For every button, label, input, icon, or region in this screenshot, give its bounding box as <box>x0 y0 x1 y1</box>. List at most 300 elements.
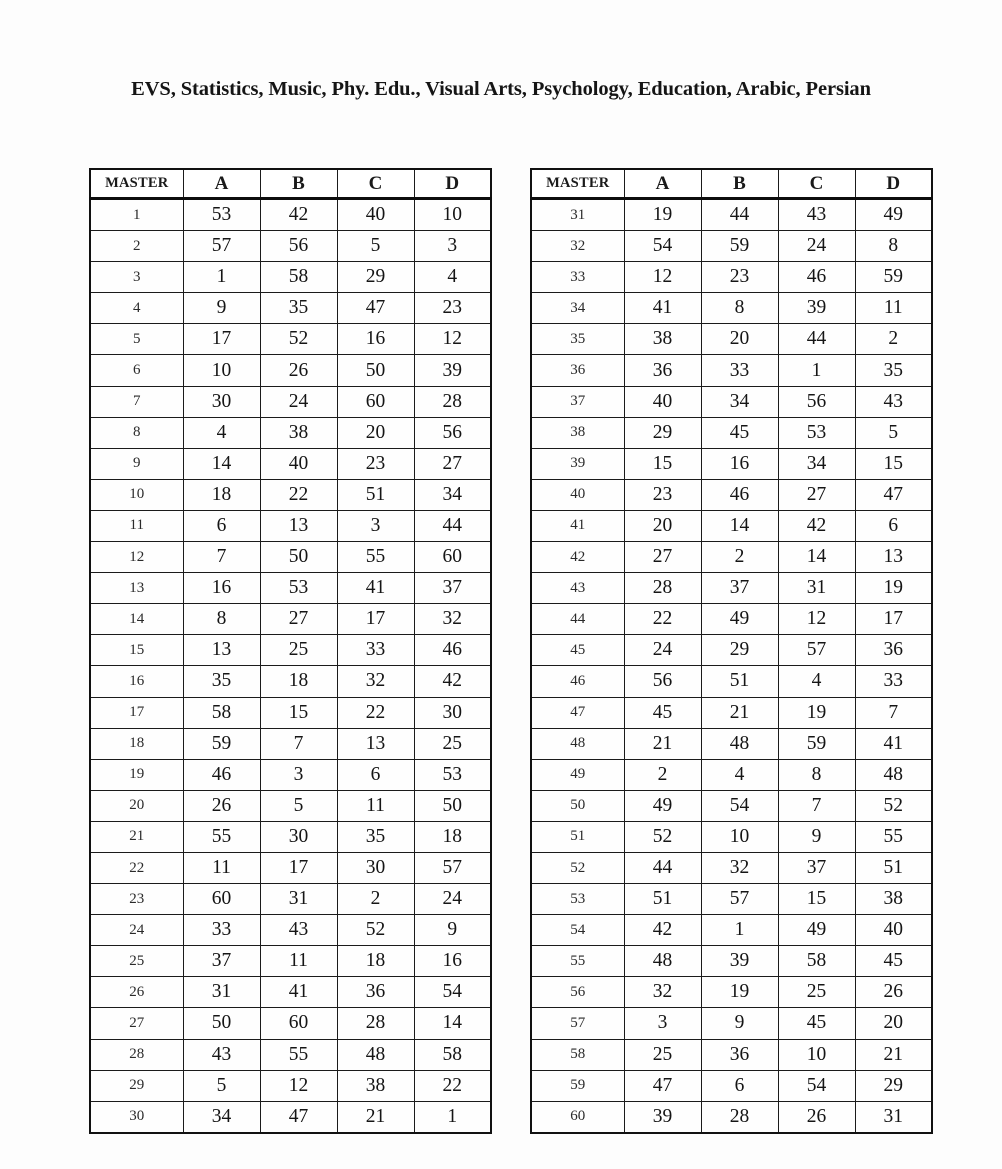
cell-b: 37 <box>701 573 778 604</box>
table-row <box>90 1008 491 1039</box>
column-header-b: B <box>701 169 778 199</box>
cell-master: 3 <box>90 262 183 293</box>
cell-master: 6 <box>90 355 183 386</box>
table-row <box>531 1101 932 1133</box>
cell-a: 56 <box>624 666 701 697</box>
cell-d: 30 <box>414 697 491 728</box>
cell-b: 12 <box>260 1070 337 1101</box>
cell-a: 45 <box>624 697 701 728</box>
table-row <box>90 573 491 604</box>
cell-d: 32 <box>414 604 491 635</box>
cell-c: 15 <box>778 884 855 915</box>
table-row <box>90 697 491 728</box>
cell-b: 46 <box>701 479 778 510</box>
cell-master: 15 <box>90 635 183 666</box>
cell-d: 56 <box>414 417 491 448</box>
cell-a: 6 <box>183 510 260 541</box>
cell-master: 26 <box>90 977 183 1008</box>
cell-d: 48 <box>855 759 932 790</box>
cell-master: 28 <box>90 1039 183 1070</box>
table-row <box>90 231 491 262</box>
cell-b: 29 <box>701 635 778 666</box>
cell-master: 21 <box>90 821 183 852</box>
table-row <box>531 262 932 293</box>
table-head-left <box>90 169 491 199</box>
column-header-b: B <box>260 169 337 199</box>
cell-b: 16 <box>701 448 778 479</box>
cell-d: 37 <box>414 573 491 604</box>
table-row <box>531 759 932 790</box>
column-header-a: A <box>624 169 701 199</box>
cell-master: 23 <box>90 884 183 915</box>
cell-d: 1 <box>414 1101 491 1133</box>
cell-master: 57 <box>531 1008 624 1039</box>
cell-b: 45 <box>701 417 778 448</box>
column-header-a: A <box>183 169 260 199</box>
table-row <box>531 635 932 666</box>
cell-master: 47 <box>531 697 624 728</box>
cell-a: 2 <box>624 759 701 790</box>
cell-d: 49 <box>855 199 932 231</box>
cell-c: 36 <box>337 977 414 1008</box>
table-row <box>531 604 932 635</box>
cell-master: 45 <box>531 635 624 666</box>
cell-a: 27 <box>624 542 701 573</box>
cell-b: 53 <box>260 573 337 604</box>
cell-c: 53 <box>778 417 855 448</box>
table-row <box>531 790 932 821</box>
cell-master: 25 <box>90 946 183 977</box>
cell-c: 17 <box>337 604 414 635</box>
table-row <box>90 324 491 355</box>
cell-d: 53 <box>414 759 491 790</box>
column-header-master: MASTER <box>531 169 624 199</box>
cell-c: 41 <box>337 573 414 604</box>
table-row <box>531 324 932 355</box>
cell-master: 37 <box>531 386 624 417</box>
cell-b: 23 <box>701 262 778 293</box>
table-row <box>531 1039 932 1070</box>
cell-a: 9 <box>183 293 260 324</box>
cell-d: 50 <box>414 790 491 821</box>
cell-a: 40 <box>624 386 701 417</box>
cell-b: 8 <box>701 293 778 324</box>
cell-c: 1 <box>778 355 855 386</box>
cell-c: 34 <box>778 448 855 479</box>
cell-c: 10 <box>778 1039 855 1070</box>
cell-b: 10 <box>701 821 778 852</box>
cell-c: 39 <box>778 293 855 324</box>
cell-d: 28 <box>414 386 491 417</box>
cell-master: 40 <box>531 479 624 510</box>
cell-a: 3 <box>624 1008 701 1039</box>
table-row <box>90 542 491 573</box>
cell-d: 46 <box>414 635 491 666</box>
table-row <box>531 852 932 883</box>
cell-b: 59 <box>701 231 778 262</box>
cell-b: 14 <box>701 510 778 541</box>
table-row <box>531 199 932 231</box>
cell-master: 51 <box>531 821 624 852</box>
cell-b: 21 <box>701 697 778 728</box>
cell-c: 45 <box>778 1008 855 1039</box>
cell-a: 4 <box>183 417 260 448</box>
cell-b: 15 <box>260 697 337 728</box>
cell-c: 5 <box>337 231 414 262</box>
cell-a: 55 <box>183 821 260 852</box>
cell-c: 23 <box>337 448 414 479</box>
cell-master: 9 <box>90 448 183 479</box>
cell-a: 1 <box>183 262 260 293</box>
table-row <box>90 728 491 759</box>
cell-a: 25 <box>624 1039 701 1070</box>
cell-d: 25 <box>414 728 491 759</box>
cell-master: 52 <box>531 852 624 883</box>
cell-b: 42 <box>260 199 337 231</box>
cell-a: 44 <box>624 852 701 883</box>
cell-master: 30 <box>90 1101 183 1133</box>
cell-a: 57 <box>183 231 260 262</box>
cell-a: 42 <box>624 915 701 946</box>
table-row <box>90 199 491 231</box>
table-row <box>90 293 491 324</box>
cell-b: 20 <box>701 324 778 355</box>
cell-master: 4 <box>90 293 183 324</box>
table-row <box>90 479 491 510</box>
cell-a: 7 <box>183 542 260 573</box>
answer-table-left <box>89 168 492 1134</box>
cell-a: 22 <box>624 604 701 635</box>
table-row <box>531 821 932 852</box>
cell-d: 7 <box>855 697 932 728</box>
cell-b: 43 <box>260 915 337 946</box>
cell-b: 44 <box>701 199 778 231</box>
cell-b: 28 <box>701 1101 778 1133</box>
cell-d: 19 <box>855 573 932 604</box>
header-row <box>531 169 932 199</box>
cell-a: 43 <box>183 1039 260 1070</box>
cell-a: 52 <box>624 821 701 852</box>
table-row <box>531 1008 932 1039</box>
cell-c: 7 <box>778 790 855 821</box>
cell-master: 34 <box>531 293 624 324</box>
cell-master: 11 <box>90 510 183 541</box>
cell-c: 54 <box>778 1070 855 1101</box>
cell-b: 52 <box>260 324 337 355</box>
cell-d: 17 <box>855 604 932 635</box>
cell-d: 2 <box>855 324 932 355</box>
cell-b: 24 <box>260 386 337 417</box>
cell-master: 2 <box>90 231 183 262</box>
cell-b: 6 <box>701 1070 778 1101</box>
cell-b: 57 <box>701 884 778 915</box>
cell-d: 35 <box>855 355 932 386</box>
cell-b: 40 <box>260 448 337 479</box>
cell-c: 16 <box>337 324 414 355</box>
cell-master: 13 <box>90 573 183 604</box>
cell-a: 28 <box>624 573 701 604</box>
cell-d: 23 <box>414 293 491 324</box>
cell-b: 39 <box>701 946 778 977</box>
cell-master: 59 <box>531 1070 624 1101</box>
table-row <box>90 915 491 946</box>
cell-c: 60 <box>337 386 414 417</box>
table-row <box>531 417 932 448</box>
cell-d: 24 <box>414 884 491 915</box>
cell-b: 54 <box>701 790 778 821</box>
table-row <box>90 1101 491 1133</box>
cell-master: 18 <box>90 728 183 759</box>
cell-a: 48 <box>624 946 701 977</box>
cell-c: 11 <box>337 790 414 821</box>
cell-a: 18 <box>183 479 260 510</box>
cell-c: 31 <box>778 573 855 604</box>
cell-b: 55 <box>260 1039 337 1070</box>
table-row <box>531 479 932 510</box>
cell-d: 18 <box>414 821 491 852</box>
cell-master: 20 <box>90 790 183 821</box>
cell-master: 29 <box>90 1070 183 1101</box>
cell-d: 4 <box>414 262 491 293</box>
cell-c: 8 <box>778 759 855 790</box>
cell-d: 27 <box>414 448 491 479</box>
cell-master: 50 <box>531 790 624 821</box>
cell-d: 12 <box>414 324 491 355</box>
table-row <box>90 852 491 883</box>
cell-c: 4 <box>778 666 855 697</box>
cell-c: 13 <box>337 728 414 759</box>
cell-b: 22 <box>260 479 337 510</box>
cell-d: 43 <box>855 386 932 417</box>
table-row <box>90 759 491 790</box>
table-row <box>90 977 491 1008</box>
cell-master: 39 <box>531 448 624 479</box>
cell-a: 49 <box>624 790 701 821</box>
cell-a: 21 <box>624 728 701 759</box>
cell-a: 11 <box>183 852 260 883</box>
table-row <box>90 355 491 386</box>
cell-b: 5 <box>260 790 337 821</box>
cell-d: 14 <box>414 1008 491 1039</box>
cell-b: 58 <box>260 262 337 293</box>
table-row <box>531 448 932 479</box>
table-row <box>90 262 491 293</box>
cell-a: 37 <box>183 946 260 977</box>
cell-a: 32 <box>624 977 701 1008</box>
cell-a: 39 <box>624 1101 701 1133</box>
cell-master: 60 <box>531 1101 624 1133</box>
cell-c: 26 <box>778 1101 855 1133</box>
cell-master: 7 <box>90 386 183 417</box>
cell-b: 9 <box>701 1008 778 1039</box>
table-row <box>90 1070 491 1101</box>
cell-b: 50 <box>260 542 337 573</box>
cell-b: 35 <box>260 293 337 324</box>
cell-master: 10 <box>90 479 183 510</box>
cell-b: 33 <box>701 355 778 386</box>
cell-d: 6 <box>855 510 932 541</box>
cell-d: 33 <box>855 666 932 697</box>
cell-a: 38 <box>624 324 701 355</box>
cell-a: 34 <box>183 1101 260 1133</box>
table-row <box>90 448 491 479</box>
cell-c: 27 <box>778 479 855 510</box>
cell-d: 38 <box>855 884 932 915</box>
cell-d: 51 <box>855 852 932 883</box>
table-row <box>90 386 491 417</box>
cell-b: 17 <box>260 852 337 883</box>
table-head-right <box>531 169 932 199</box>
cell-d: 16 <box>414 946 491 977</box>
cell-c: 44 <box>778 324 855 355</box>
table-row <box>531 697 932 728</box>
cell-d: 21 <box>855 1039 932 1070</box>
cell-c: 30 <box>337 852 414 883</box>
cell-b: 7 <box>260 728 337 759</box>
table-row <box>90 790 491 821</box>
table-row <box>531 915 932 946</box>
cell-c: 18 <box>337 946 414 977</box>
column-header-c: C <box>778 169 855 199</box>
table-row <box>90 884 491 915</box>
cell-d: 42 <box>414 666 491 697</box>
table-row <box>531 884 932 915</box>
cell-b: 31 <box>260 884 337 915</box>
table-row <box>531 573 932 604</box>
table-body-right <box>531 199 932 1133</box>
cell-d: 10 <box>414 199 491 231</box>
cell-c: 20 <box>337 417 414 448</box>
cell-d: 20 <box>855 1008 932 1039</box>
cell-a: 14 <box>183 448 260 479</box>
cell-c: 43 <box>778 199 855 231</box>
page-title: EVS, Statistics, Music, Phy. Edu., Visual Arts, Psychology, Education, Arabic, Persian <box>131 78 871 100</box>
cell-c: 19 <box>778 697 855 728</box>
cell-master: 31 <box>531 199 624 231</box>
cell-master: 58 <box>531 1039 624 1070</box>
cell-a: 36 <box>624 355 701 386</box>
cell-d: 55 <box>855 821 932 852</box>
cell-b: 25 <box>260 635 337 666</box>
cell-a: 29 <box>624 417 701 448</box>
cell-b: 2 <box>701 542 778 573</box>
cell-a: 30 <box>183 386 260 417</box>
cell-c: 47 <box>337 293 414 324</box>
cell-c: 12 <box>778 604 855 635</box>
cell-c: 56 <box>778 386 855 417</box>
cell-b: 41 <box>260 977 337 1008</box>
cell-d: 13 <box>855 542 932 573</box>
answer-table-right <box>530 168 933 1134</box>
cell-b: 34 <box>701 386 778 417</box>
cell-b: 60 <box>260 1008 337 1039</box>
cell-c: 49 <box>778 915 855 946</box>
cell-a: 13 <box>183 635 260 666</box>
table-row <box>531 1070 932 1101</box>
cell-b: 30 <box>260 821 337 852</box>
cell-d: 40 <box>855 915 932 946</box>
table-row <box>90 1039 491 1070</box>
cell-master: 46 <box>531 666 624 697</box>
cell-b: 48 <box>701 728 778 759</box>
cell-b: 36 <box>701 1039 778 1070</box>
cell-c: 38 <box>337 1070 414 1101</box>
cell-master: 24 <box>90 915 183 946</box>
cell-c: 3 <box>337 510 414 541</box>
table-row <box>90 666 491 697</box>
cell-b: 26 <box>260 355 337 386</box>
table-row <box>90 635 491 666</box>
cell-d: 39 <box>414 355 491 386</box>
cell-d: 41 <box>855 728 932 759</box>
cell-master: 48 <box>531 728 624 759</box>
cell-a: 50 <box>183 1008 260 1039</box>
cell-d: 22 <box>414 1070 491 1101</box>
cell-c: 32 <box>337 666 414 697</box>
table-row <box>531 510 932 541</box>
cell-master: 49 <box>531 759 624 790</box>
cell-master: 8 <box>90 417 183 448</box>
table-row <box>531 946 932 977</box>
cell-master: 27 <box>90 1008 183 1039</box>
cell-master: 32 <box>531 231 624 262</box>
cell-a: 12 <box>624 262 701 293</box>
table-row <box>90 417 491 448</box>
cell-b: 32 <box>701 852 778 883</box>
cell-a: 17 <box>183 324 260 355</box>
cell-d: 15 <box>855 448 932 479</box>
cell-a: 58 <box>183 697 260 728</box>
cell-b: 4 <box>701 759 778 790</box>
cell-d: 45 <box>855 946 932 977</box>
cell-d: 34 <box>414 479 491 510</box>
cell-master: 22 <box>90 852 183 883</box>
cell-a: 20 <box>624 510 701 541</box>
cell-master: 42 <box>531 542 624 573</box>
cell-d: 58 <box>414 1039 491 1070</box>
cell-master: 44 <box>531 604 624 635</box>
cell-master: 1 <box>90 199 183 231</box>
cell-d: 31 <box>855 1101 932 1133</box>
cell-master: 41 <box>531 510 624 541</box>
table-row <box>531 666 932 697</box>
cell-d: 29 <box>855 1070 932 1101</box>
cell-c: 58 <box>778 946 855 977</box>
cell-a: 41 <box>624 293 701 324</box>
table-row <box>531 386 932 417</box>
cell-b: 3 <box>260 759 337 790</box>
cell-c: 40 <box>337 199 414 231</box>
cell-a: 26 <box>183 790 260 821</box>
column-header-c: C <box>337 169 414 199</box>
cell-c: 28 <box>337 1008 414 1039</box>
cell-a: 10 <box>183 355 260 386</box>
cell-c: 24 <box>778 231 855 262</box>
cell-d: 5 <box>855 417 932 448</box>
cell-a: 59 <box>183 728 260 759</box>
cell-d: 26 <box>855 977 932 1008</box>
cell-d: 36 <box>855 635 932 666</box>
cell-master: 56 <box>531 977 624 1008</box>
cell-master: 38 <box>531 417 624 448</box>
cell-c: 50 <box>337 355 414 386</box>
cell-c: 29 <box>337 262 414 293</box>
cell-b: 56 <box>260 231 337 262</box>
cell-master: 55 <box>531 946 624 977</box>
table-body-left <box>90 199 491 1133</box>
cell-a: 23 <box>624 479 701 510</box>
cell-d: 8 <box>855 231 932 262</box>
